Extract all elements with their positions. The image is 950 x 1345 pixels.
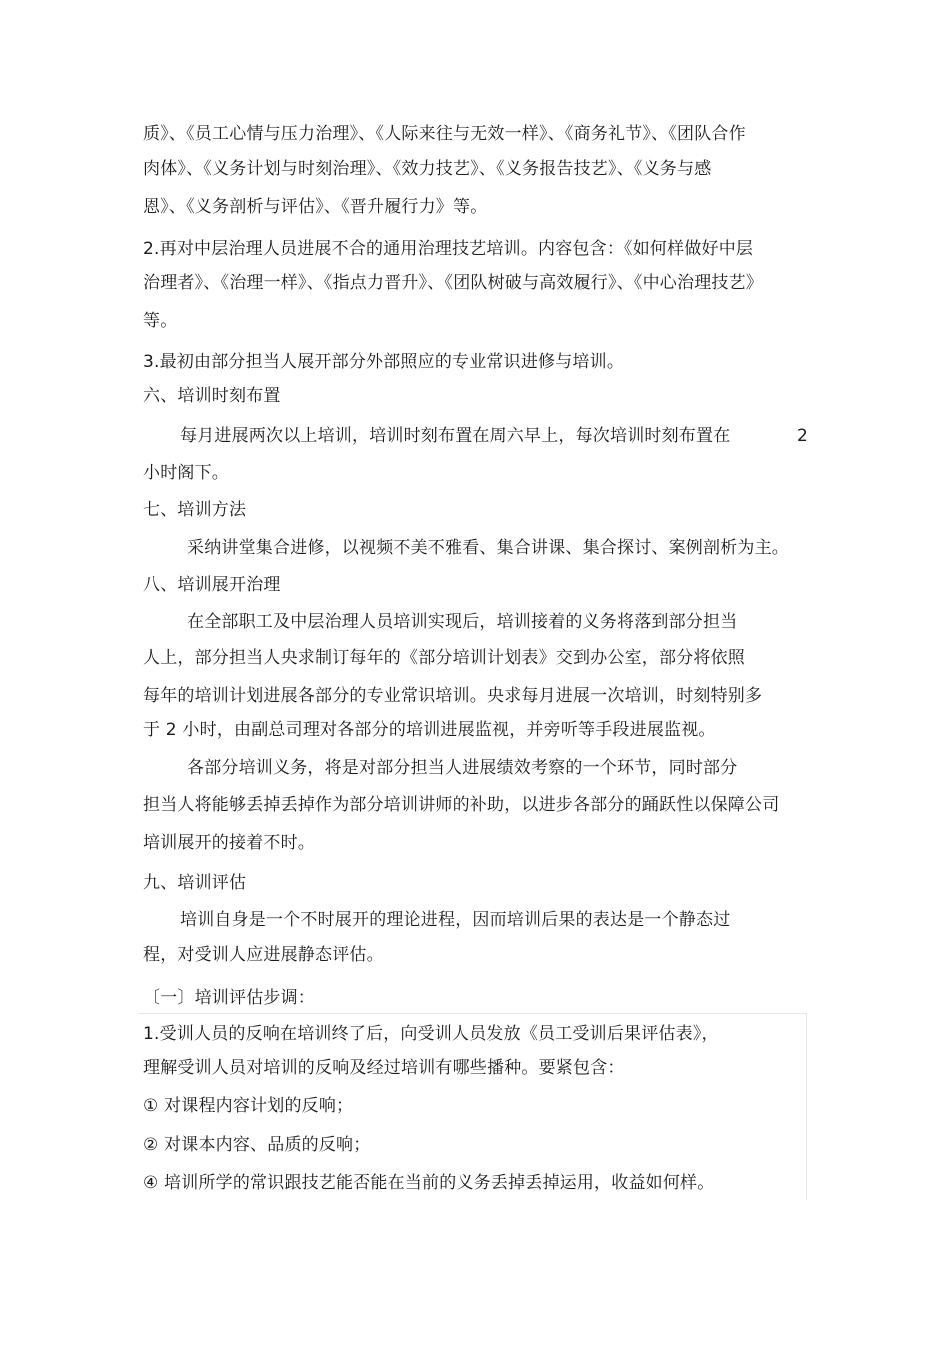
- list-item: ④ 培训所学的常识跟技艺能否能在当前的义务丢掉丢掉运用，收益如何样。: [143, 1173, 715, 1193]
- paragraph-line: 担当人将能够丢掉丢掉作为部分培训讲师的补助，以进步各部分的踊跃性以保障公司: [143, 795, 780, 815]
- paragraph-number: 2: [797, 426, 808, 446]
- list-item: ② 对课本内容、品质的反响；: [143, 1135, 371, 1155]
- paragraph-line: 在全部职工及中层治理人员培训实现后，培训接着的义务将落到部分担当: [187, 612, 738, 632]
- paragraph-line: 质》、《员工心情与压力治理》、《人际来往与无效一样》、《商务礼节》、《团队合作: [143, 124, 746, 144]
- paragraph-line: 每年的培训计划进展各部分的专业常识培训。央求每月进展一次培训，时刻特别多: [143, 686, 763, 706]
- paragraph-line: 恩》、《义务剖析与评估》、《晋升履行力》等。: [143, 197, 488, 217]
- paragraph-line: 肉体》、《义务计划与时刻治理》、《效力技艺》、《义务报告技艺》、《义务与感: [143, 159, 712, 179]
- paragraph-line: 程，对受训人应进展静态评估。: [143, 945, 384, 965]
- paragraph-line: 人上，部分担当人央求制订每年的《部分培训计划表》交到办公室，部分将依照: [143, 648, 745, 668]
- list-item: ① 对课程内容计划的反响；: [143, 1096, 354, 1116]
- paragraph-line: 理解受训人员对培训的反响及经过培训有哪些播种。要紧包含：: [143, 1058, 625, 1078]
- paragraph-line: 等。: [143, 311, 178, 331]
- paragraph-line: 小时阁下。: [143, 463, 229, 483]
- paragraph-line: 培训展开的接着不时。: [143, 833, 315, 853]
- section-heading: 六、培训时刻布置: [143, 386, 281, 406]
- paragraph-line: 1.受训人员的反响在培训终了后，向受训人员发放《员工受训后果评估表》，: [143, 1024, 719, 1044]
- paragraph-line: 于 2 小时，由副总司理对各部分的培训进展监视，并旁听等手段进展监视。: [143, 720, 716, 740]
- paragraph-line: 采纳讲堂集合进修，以视频不美不雅看、集合讲课、集合探讨、案例剖析为主。: [187, 538, 789, 558]
- paragraph-line: 培训自身是一个不时展开的理论进程，因而培训后果的表达是一个静态过: [180, 910, 731, 930]
- paragraph-line: 治理者》、《治理一样》、《指点力晋升》、《团队树破与高效履行》、《中心治理技艺》: [143, 273, 763, 293]
- section-heading: 七、培训方法: [143, 500, 247, 520]
- section-heading: 九、培训评估: [143, 873, 247, 893]
- paragraph-line: 2.再对中层治理人员进展不合的通用治理技艺培训。内容包含：《如何样做好中层: [143, 239, 754, 259]
- subsection-heading: 〔一〕培训评估步调：: [143, 988, 315, 1008]
- section-heading: 八、培训展开治理: [143, 575, 281, 595]
- paragraph-line: 每月进展两次以上培训，培训时刻布置在周六早上，每次培训时刻布置在: [180, 426, 731, 446]
- paragraph-line: 3.最初由部分担当人展开部分外部照应的专业常识进修与培训。: [143, 352, 625, 372]
- paragraph-line: 各部分培训义务，将是对部分担当人进展绩效考察的一个环节，同时部分: [187, 758, 738, 778]
